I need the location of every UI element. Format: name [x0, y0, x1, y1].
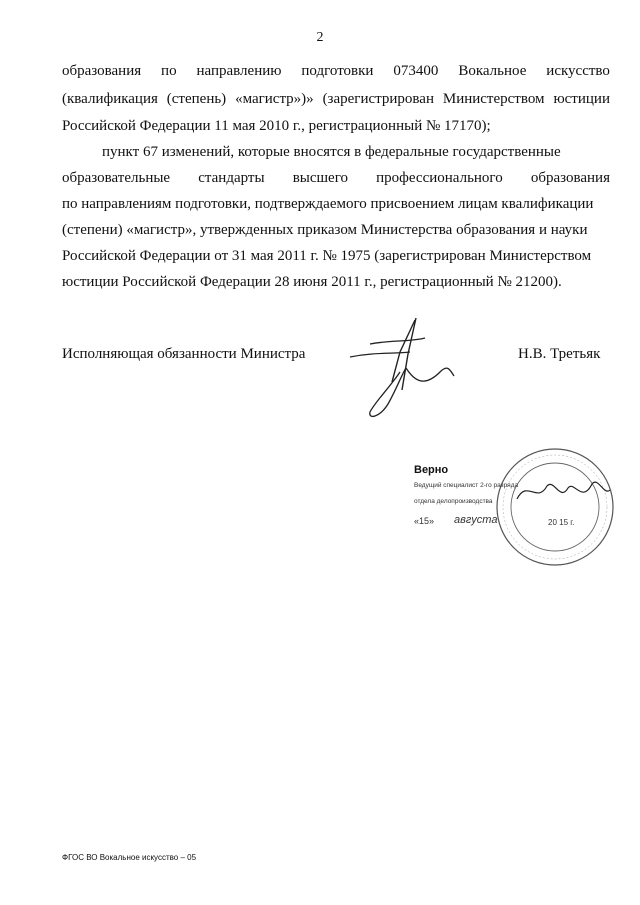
p2-line5: Российской Федерации от 31 мая 2011 г. № 1975 (зарегистрирован Министерством — [62, 248, 592, 264]
footer-text: ФГОС ВО Вокальное искусство – 05 — [62, 853, 197, 862]
p1-line3: Российской Федерации 11 мая 2010 г., регистрационный № 17170); — [62, 118, 491, 134]
word: (зарегистрирован — [322, 91, 434, 107]
word: Министерством — [442, 91, 545, 107]
signatory-title: Исполняющая обязанности Министра — [62, 346, 306, 362]
word: 073400 — [393, 63, 439, 79]
word: искусство — [546, 63, 610, 79]
word: подготовки — [301, 63, 374, 79]
word: (квалификация — [62, 91, 158, 107]
p2-line4: (степени) «магистр», утвержденных приказом Министерства образования и науки — [62, 222, 588, 238]
word: высшего — [292, 170, 348, 186]
word: направлению — [196, 63, 282, 79]
word: «магистр»)» — [235, 91, 314, 107]
page-number: 2 — [316, 30, 324, 45]
p1-line1 — [62, 62, 610, 80]
date-year: 20 15 г. — [548, 518, 575, 527]
handwritten-signature — [330, 312, 460, 422]
p2-line1: пункт 67 изменений, которые вносятся в федеральные государственные — [102, 144, 561, 160]
stamp-line2: отдела делопроизводства — [414, 498, 493, 505]
date-month: августа — [454, 514, 498, 526]
word: юстиции — [553, 91, 610, 107]
date-day: «15» — [414, 516, 435, 526]
stamp-line1: Ведущий специалист 2-го разряда — [414, 482, 519, 489]
word: образования — [62, 63, 142, 79]
verno-label: Верно — [414, 464, 449, 476]
p2-line3: по направлениям подготовки, подтверждаемого присвоением лицам квалификации — [62, 196, 594, 212]
handwritten-signature-small — [512, 474, 612, 514]
word: стандарты — [198, 170, 265, 186]
word: образовательные — [62, 170, 171, 186]
p2-line6: юстиции Российской Федерации 28 июня 2011 г., регистрационный № 21200). — [62, 274, 562, 290]
signatory-name: Н.В. Третьяк — [518, 346, 601, 362]
word: (степень) — [166, 91, 227, 107]
word: образования — [530, 170, 610, 186]
certification-stamp-block — [400, 448, 620, 578]
word: по — [161, 63, 177, 79]
word: Вокальное — [458, 63, 527, 79]
p1-line2 — [62, 90, 610, 108]
word: профессионального — [376, 170, 503, 186]
p2-line2 — [62, 169, 610, 187]
